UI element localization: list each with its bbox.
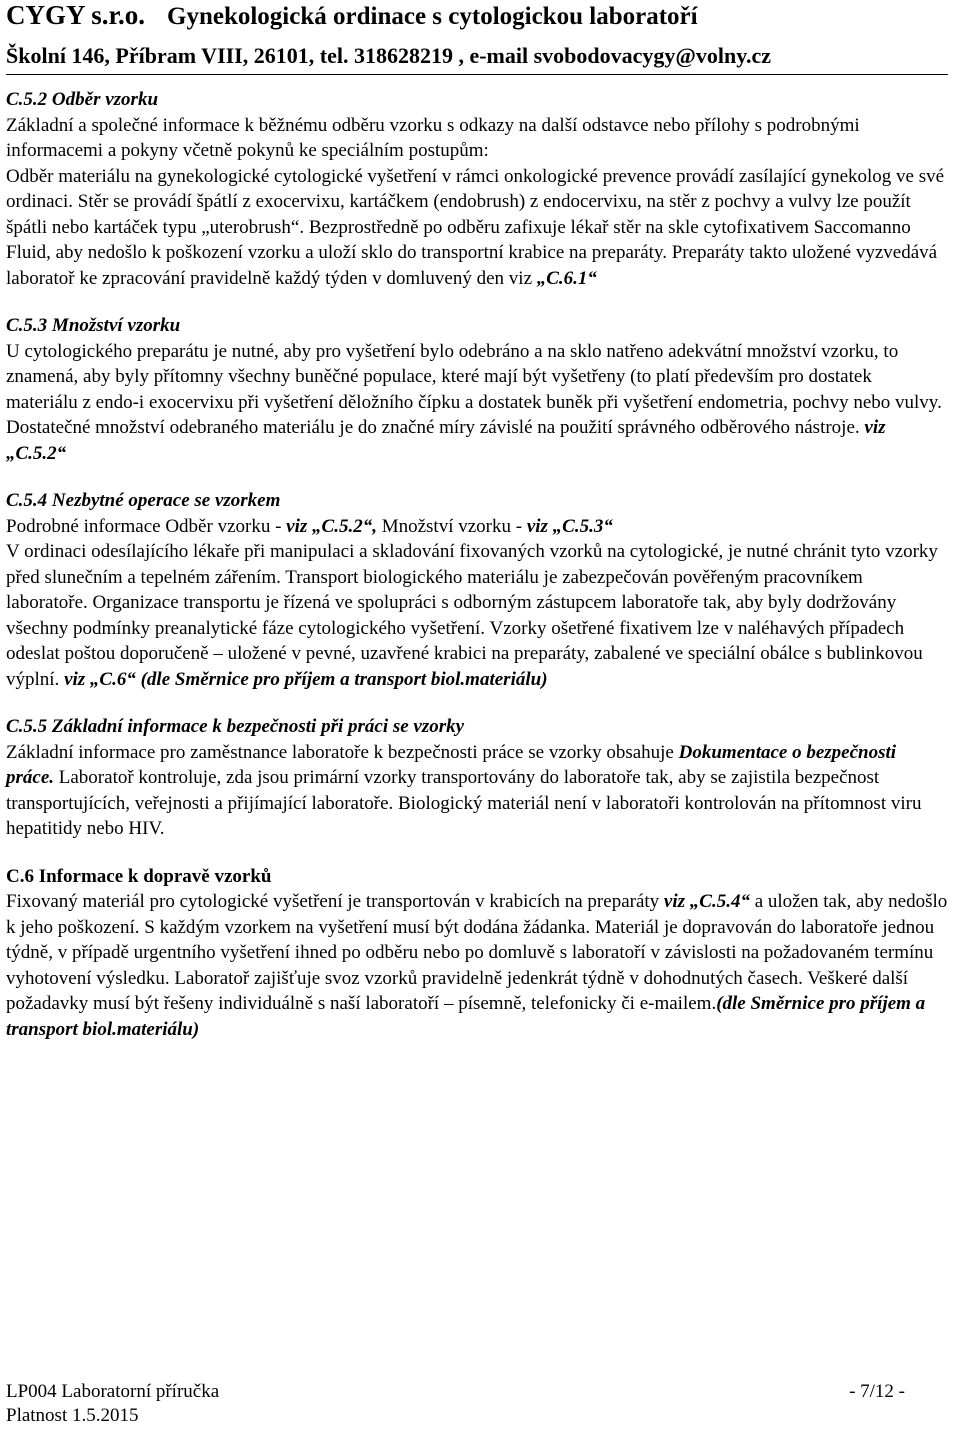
paragraph-text: Laboratoř kontroluje, zda jsou primární vzorky transportovány do laboratoře tak, aby se zajistila bezpečnost transportujících, veřejnosti a přijímající laboratoře. Biologický materiál není v laboratoři kontrolován na přítomnost viru hepatitidy nebo HIV. — [6, 767, 922, 839]
paragraph — [6, 740, 948, 842]
paragraph — [6, 514, 948, 540]
paragraph-text: Odběr materiálu na gynekologické cytologické vyšetření v rámci onkologické prevence provádí zasílající gynekolog ve své ordinaci. Stěr se provádí špátlí z exocervixu, kartáčkem (endobrush) z endocervixu, na stěr z pochvy a vulvy lze použít špátli nebo kartáček typu „uterobrush“. Bezprostředně po odběru zafixuje lékař stěr na skle cytofixativem Saccomanno Fluid, aby nedošlo k poškození vzorku a uloží sklo do transportní krabice na preparáty. Preparáty takto uložené vyzvedává laboratoř ke zpracování pravidelně každý týden v domluvený den viz — [6, 165, 945, 289]
paragraph-text: Základní informace pro zaměstnance laboratoře k bezpečnosti práce se vzorky obsahuje — [6, 741, 679, 763]
paragraph: Základní a společné informace k běžnému odběru vzorku s odkazy na další odstavce nebo přílohy s podrobnými informacemi a pokyny včetně pokynů ke speciálním postupům: — [6, 114, 860, 161]
reference: viz „C.5.2“, — [286, 515, 377, 537]
paragraph — [6, 539, 948, 692]
paragraph — [6, 415, 948, 466]
paragraph — [6, 164, 948, 292]
header-title: Gynekologická ordinace s cytologickou laboratoří — [167, 3, 698, 30]
header-title-line — [6, 0, 948, 32]
paragraph-text: Množství vzorku - — [376, 515, 527, 537]
reference: „C.6.1“ — [536, 267, 597, 289]
footer-row — [6, 1380, 905, 1404]
paragraph-text: V ordinaci odesílajícího lékaře při manipulaci a skladování fixovaných vzorků na cytologické, je nutné chránit tyto vzorky před slunečním a tepelném zářením. Transport biologického materiálu je zabezpečován pověřeným pracovníkem laboratoře. Organizace transportu je řízená ve spolupráci s odborným zástupcem laboratoře tak, aby byly dodržovány všechny podmínky preanalytické fáze cytologického vyšetření. Vzorky ošetřené fixativem lze v naléhavých případech odeslat poštou doporučeně – uložené v pevné, uzavřené krabici na preparáty, zabalené ve speciální obálce s bublinkovou výplní. — [6, 541, 938, 690]
header-divider — [6, 74, 948, 75]
paragraph-text: Podrobné informace Odběr vzorku - — [6, 515, 287, 537]
section-c55 — [6, 714, 948, 842]
section-heading: C.5.5 Základní informace k bezpečnosti při práci se vzorky — [6, 716, 465, 737]
paragraph — [6, 889, 948, 1042]
section-c53 — [6, 313, 948, 466]
reference: viz „C.5.3“ — [526, 515, 613, 537]
page-footer — [6, 1380, 905, 1428]
reference: viz „C.6“ (dle Směrnice pro příjem a transport biol.materiálu) — [64, 668, 548, 690]
paragraph: U cytologického preparátu je nutné, aby pro vyšetření bylo odebráno a na sklo natřeno adekvátní množství vzorku, to znamená, aby byly přítomny všechny buněčné populace, které mají být vyšetřeny (to platí především pro dostatek materiálu z endo-i exocervixu při vyšetření děložního čípku a dostatek buněk při vyšetření endometria, pochvy nebo vulvy. — [6, 340, 942, 413]
section-heading: C.5.4 Nezbytné operace se vzorkem — [6, 490, 281, 511]
section-heading: C.5.3 Množství vzorku — [6, 315, 181, 336]
paragraph-text: Fixovaný materiál pro cytologické vyšetření je transportován v krabicích na preparáty — [6, 891, 664, 912]
page-header — [6, 0, 948, 75]
footer-document-name: LP004 Laboratorní příručka — [6, 1381, 220, 1402]
document-content — [6, 87, 948, 1042]
section-c52 — [6, 87, 948, 291]
paragraph-text: a uložen tak, aby nedošlo k jeho poškození. S každým vzorkem na vyšetření musí být dodána žádanka. Materiál je dopravován do laboratoře jednou týdně, v případě urgentního vyšetření ihned po odběru nebo po domluvě s laboratoří v závislosti na požadovaném termínu vyhotovení výsledku. Laboratoř zajišťuje svoz vzorků pravidelně jedenkrát týdně v dohodnutých časech. Veškeré další požadavky musí být řešeny individuálně s naší laboratoří – písemně, telefonicky či e-mailem. — [6, 891, 948, 1014]
reference: (dle Směrnice pro příjem a transport biol.materiálu) — [6, 993, 926, 1040]
reference: viz „C.5.4“ — [663, 891, 750, 912]
company-name: CYGY s.r.o. — [6, 0, 146, 30]
header-address: Školní 146, Příbram VIII, 26101, tel. 318628219 , e-mail svobodovacygy@volny.cz — [6, 43, 772, 68]
section-heading: C.6 Informace k dopravě vzorků — [6, 865, 272, 887]
section-c54 — [6, 488, 948, 692]
reference: viz „C.5.2“ — [6, 417, 886, 464]
footer-validity: Platnost 1.5.2015 — [6, 1405, 139, 1426]
section-c6 — [6, 864, 948, 1043]
paragraph-text: Dostatečné množství odebraného materiálu je do značné míry závislé na použití správného odběrového nástroje. — [6, 417, 865, 438]
reference: Dokumentace o bezpečnosti práce. — [6, 741, 897, 788]
section-heading: C.5.2 Odběr vzorku — [6, 89, 159, 110]
footer-page-number: - 7/12 - — [849, 1381, 905, 1402]
